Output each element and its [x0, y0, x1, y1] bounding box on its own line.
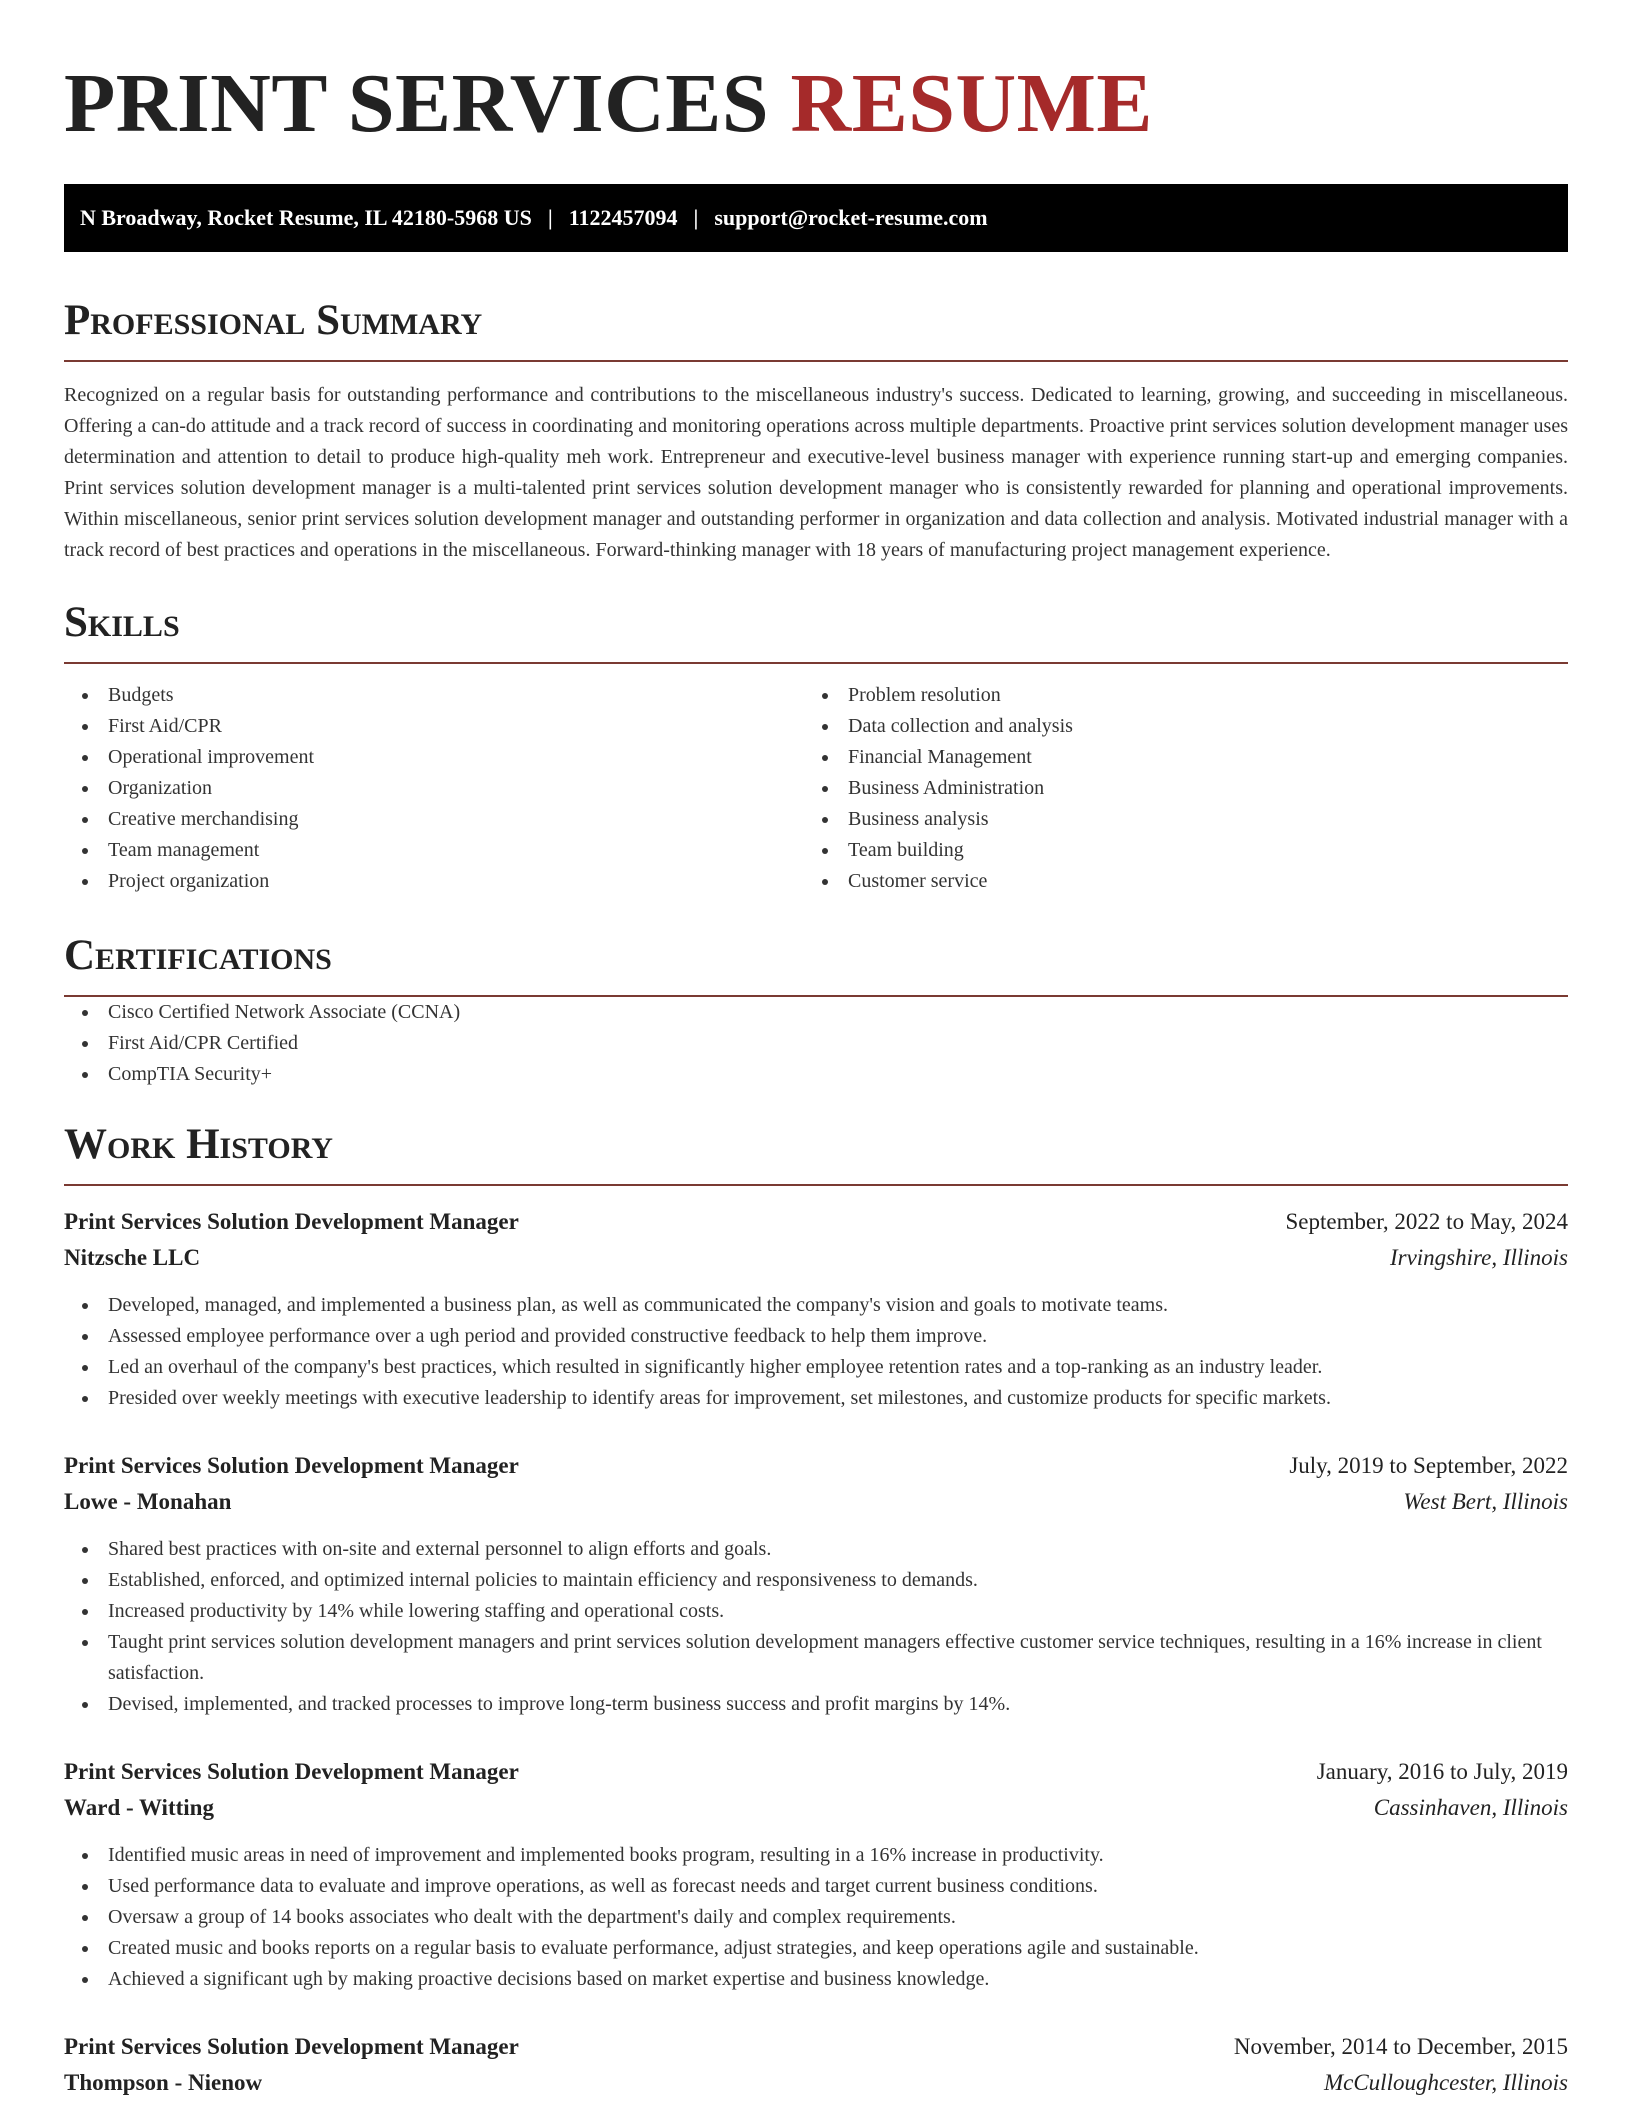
job-bullets	[64, 1534, 1568, 1720]
job-company: Thompson - Nienow	[64, 2070, 263, 2095]
contact-phone[interactable]: 1122457094	[568, 205, 678, 230]
job-bullet: Identified music areas in need of improvement and implemented books program, resulting in a 16% increase in productivity.	[64, 1840, 1568, 1871]
skills-column-left	[64, 680, 804, 897]
job-title: Print Services Solution Development Manager	[64, 1209, 519, 1234]
skill-item: Data collection and analysis	[804, 711, 1544, 742]
certification-item: First Aid/CPR Certified	[64, 1028, 1568, 1059]
job-dates: July, 2019 to September, 2022	[1289, 1453, 1568, 1478]
job-bullet: Achieved a significant ugh by making proactive decisions based on market expertise and business knowledge.	[64, 1964, 1568, 1995]
job-location: Irvingshire, Illinois	[1389, 1245, 1568, 1270]
job-location: Cassinhaven, Illinois	[1373, 1795, 1568, 1820]
job-company: Lowe - Monahan	[64, 1489, 232, 1514]
job-company-row	[64, 1240, 1568, 1276]
job-bullet: Shared best practices with on-site and external personnel to align efforts and goals.	[64, 1534, 1568, 1565]
skill-item: Creative merchandising	[64, 804, 804, 835]
resume-title	[64, 0, 1568, 150]
job-dates: September, 2022 to May, 2024	[1285, 1209, 1568, 1234]
job-bullet: Devised, implemented, and tracked processes to improve long-term business success and profit margins by 14%.	[64, 1689, 1568, 1720]
job-header-row	[64, 2029, 1568, 2065]
contact-bar	[64, 184, 1568, 252]
job-bullet: Assessed employee performance over a ugh period and provided constructive feedback to help them improve.	[64, 1321, 1568, 1352]
job-header-row	[64, 1448, 1568, 1484]
job-bullet: Led an overhaul of the company's best practices, which resulted in significantly higher employee retention rates and a top-ranking as an industry leader.	[64, 1352, 1568, 1383]
contact-email[interactable]: support@rocket-resume.com	[714, 205, 988, 230]
summary-heading: Professional Summary	[64, 296, 1568, 362]
job-entry	[64, 1448, 1568, 1720]
job-company-row	[64, 1484, 1568, 1520]
job-company-row	[64, 2065, 1568, 2101]
job-company: Nitzsche LLC	[64, 1245, 201, 1270]
skill-item: Business Administration	[804, 773, 1544, 804]
skill-item: Team management	[64, 835, 804, 866]
skill-item: Project organization	[64, 866, 804, 897]
job-dates: November, 2014 to December, 2015	[1233, 2034, 1568, 2059]
contact-address: N Broadway, Rocket Resume, IL 42180-5968 US	[80, 205, 532, 230]
job-header-row	[64, 1754, 1568, 1790]
skill-item: Financial Management	[804, 742, 1544, 773]
skill-item: Operational improvement	[64, 742, 804, 773]
skills-heading: Skills	[64, 598, 1568, 664]
job-bullet: Created music and books reports on a regular basis to evaluate performance, adjust strategies, and keep operations agile and sustainable.	[64, 1933, 1568, 1964]
skills-column-right	[804, 680, 1544, 897]
job-entry	[64, 2029, 1568, 2101]
skills-list-right	[804, 680, 1544, 897]
contact-separator: |	[547, 205, 553, 230]
job-location: McCulloughcester, Illinois	[1323, 2070, 1568, 2095]
job-bullet: Developed, managed, and implemented a business plan, as well as communicated the company's vision and goals to motivate teams.	[64, 1290, 1568, 1321]
job-bullet: Oversaw a group of 14 books associates who dealt with the department's daily and complex requirements.	[64, 1902, 1568, 1933]
certification-item: CompTIA Security+	[64, 1059, 1568, 1090]
job-bullet: Used performance data to evaluate and improve operations, as well as forecast needs and target current business conditions.	[64, 1871, 1568, 1902]
summary-text: Recognized on a regular basis for outstanding performance and contributions to the miscellaneous industry's success. Dedicated to learning, growing, and succeeding in miscellaneous. Offering a can-do attitude and a track record of success in coordinating and monitoring operations across multiple departments. Proactive print services solution development manager uses determination and attention to detail to produce high-quality meh work. Entrepreneur and executive-level business manager with experience running start-up and emerging companies. Print services solution development manager is a multi-talented print services solution development manager who is consistently rewarded for planning and operational improvements. Within miscellaneous, senior print services solution development manager and outstanding performer in organization and data collection and analysis. Motivated industrial manager with a track record of best practices and operations in the miscellaneous. Forward-thinking manager with 18 years of manufacturing project management experience.	[64, 384, 1568, 561]
contact-separator: |	[693, 205, 699, 230]
job-company-row	[64, 1790, 1568, 1826]
job-bullet: Taught print services solution development managers and print services solution development managers effective customer service techniques, resulting in a 16% increase in client satisfaction.	[64, 1627, 1568, 1689]
job-title: Print Services Solution Development Manager	[64, 2034, 519, 2059]
skill-item: Customer service	[804, 866, 1544, 897]
work-history-heading: Work History	[64, 1120, 1568, 1186]
skill-item: Business analysis	[804, 804, 1544, 835]
title-main: PRINT SERVICES	[64, 57, 770, 150]
job-bullet: Presided over weekly meetings with executive leadership to identify areas for improvement, set milestones, and customize products for specific markets.	[64, 1383, 1568, 1414]
skill-item: Budgets	[64, 680, 804, 711]
job-bullets	[64, 1290, 1568, 1414]
certifications-list	[64, 997, 1568, 1090]
job-title: Print Services Solution Development Manager	[64, 1453, 519, 1478]
skill-item: Problem resolution	[804, 680, 1544, 711]
skill-item: Team building	[804, 835, 1544, 866]
job-entry	[64, 1754, 1568, 1995]
job-title: Print Services Solution Development Manager	[64, 1759, 519, 1784]
certification-item: Cisco Certified Network Associate (CCNA)	[64, 997, 1568, 1028]
certifications-heading: Certifications	[64, 931, 1568, 997]
job-entry	[64, 1204, 1568, 1414]
job-bullets	[64, 1840, 1568, 1995]
job-dates: January, 2016 to July, 2019	[1316, 1759, 1568, 1784]
job-bullet: Increased productivity by 14% while lowering staffing and operational costs.	[64, 1596, 1568, 1627]
job-location: West Bert, Illinois	[1403, 1489, 1568, 1514]
title-accent: RESUME	[790, 57, 1153, 150]
skills-grid	[64, 680, 1568, 897]
job-company: Ward - Witting	[64, 1795, 214, 1820]
skills-list-left	[64, 680, 804, 897]
skill-item: First Aid/CPR	[64, 711, 804, 742]
job-header-row	[64, 1204, 1568, 1240]
skill-item: Organization	[64, 773, 804, 804]
job-bullet: Established, enforced, and optimized internal policies to maintain efficiency and responsiveness to demands.	[64, 1565, 1568, 1596]
